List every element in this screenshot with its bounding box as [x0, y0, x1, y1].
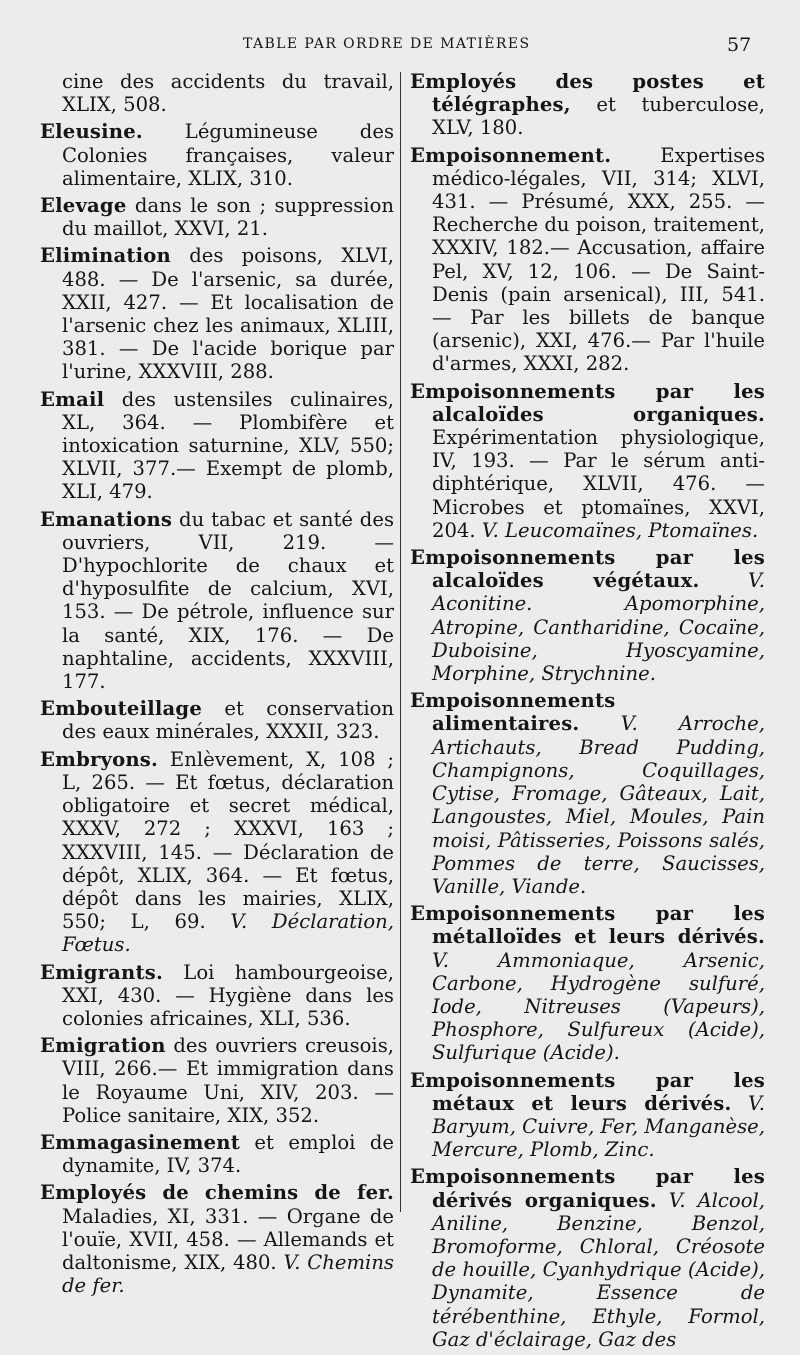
index-entry: [40, 1131, 394, 1177]
entry-text: [700, 569, 749, 592]
entry-headword: Emigrants.: [40, 960, 163, 984]
entry-see-also: V. Déclaration, Fœtus.: [62, 910, 394, 957]
entry-headword: Employés des postes et télégraphes,: [410, 70, 765, 117]
entry-text: Loi hambourgeoise, XXI, 430. — Hygiène dans les colonies africaines, XLI, 536.: [62, 960, 394, 1030]
entry-headword: Empoisonnements par les métaux et leurs dérivés.: [410, 1068, 765, 1115]
entry-text: Expérimentation physiologique, IV, 193. — Par le sérum anti-diphtérique, XLVII, 476. — Microbes et ptomaïnes, XXVI, 204.: [432, 426, 765, 542]
entry-text: [579, 712, 620, 735]
index-entry: [410, 70, 765, 140]
index-entry: [410, 380, 765, 542]
index-entry: [410, 689, 765, 898]
entry-see-also: V. Leucomaïnes, Ptomaïnes.: [481, 518, 759, 542]
index-entry: [40, 388, 394, 504]
right-column: [410, 70, 765, 1355]
index-entry: [410, 1069, 765, 1162]
index-entry: [40, 120, 394, 190]
entry-text: des ouvriers creusois, VIII, 266.— Et immigration dans le Royaume Uni, XIV, 203. — Police sanitaire, XIX, 352.: [62, 1034, 394, 1127]
entry-headword: Elimination: [40, 244, 171, 268]
entry-headword: Empoisonnements par les métalloïdes et leurs dérivés.: [410, 902, 765, 949]
entry-headword: Emigration: [40, 1034, 166, 1058]
entry-headword: Empoisonnements alimentaires.: [410, 689, 616, 736]
entry-text: et conservation des eaux minérales, XXXII, 323.: [62, 697, 394, 744]
index-entry: [40, 70, 394, 116]
entry-text: des poisons, XLVI, 488. — De l'arsenic, sa durée, XXII, 427. — Et localisation de l'arsenic chez les animaux, XLIII, 381. — De l'acide borique par l'urine, XXXVIII, 288.: [62, 244, 394, 384]
entry-text: cine des accidents du travail, XLIX, 508.: [62, 70, 394, 117]
entry-text: Enlèvement, X, 108 ; L, 265. — Et fœtus, déclaration obligatoire et secret médical, XXXV, 272 ; XXXVI, 163 ; XXXVIII, 145. — Déclaration de dépôt, XLIX, 364. — Et fœtus, dépôt dans les mairies, XLIX, 550; L, 69.: [62, 747, 394, 934]
entry-headword: Empoisonnements par les alcaloïdes organiques.: [410, 379, 765, 426]
index-entry: [410, 144, 765, 376]
index-entry: [40, 194, 394, 240]
index-entry: [40, 697, 394, 743]
index-entry: [40, 1181, 394, 1297]
entry-headword: Empoisonnement.: [410, 143, 612, 167]
index-entry: [40, 748, 394, 957]
running-header: [0, 34, 800, 60]
index-entry: [40, 508, 394, 694]
entry-headword: Employés de chemins de fer.: [40, 1181, 394, 1205]
entry-headword: Empoisonnements par les dérivés organiques.: [410, 1165, 765, 1212]
entry-text: du tabac et santé des ouvriers, VII, 219. — D'hypochlorite de chaux et d'hyposulfite de calcium, XVI, 153. — De pétrole, influence sur la santé, XIX, 176. — De naphtaline, accidents, XXXVIII, 177.: [62, 507, 394, 694]
entry-text: [657, 1189, 669, 1212]
left-column: [40, 70, 394, 1301]
page-number: 57: [727, 34, 752, 56]
entry-text: et emploi de dynamite, IV, 374.: [62, 1130, 394, 1178]
entry-see-also: V. Ammoniaque, Arsenic, Carbone, Hydrogène sulfuré, Iode, Nitreuses (Vapeurs), Phosphore, Sulfureux (Acide), Sulfurique (Acide).: [432, 948, 765, 1065]
entry-text: et tuberculose, XLV, 180.: [432, 93, 765, 140]
entry-see-also: V. Arroche, Artichauts, Bread Pudding, Champignons, Coquillages, Cytise, Fromage, Gâteaux, Lait, Langoustes, Miel, Moules, Pain moisi, Pâtisseries, Poissons salés, Pommes de terre, Saucisses, Vanille, Viande.: [432, 712, 766, 898]
entry-text: dans le son ; suppression du maillot, XXVI, 21.: [62, 194, 394, 241]
entry-headword: Embouteillage: [40, 697, 202, 721]
entry-headword: Emanations: [40, 507, 173, 531]
entry-headword: Email: [40, 387, 105, 411]
entry-headword: Elevage: [40, 194, 127, 218]
entry-text: Expertises médico-légales, VII, 314; XLVI, 431. — Présumé, XXX, 255. — Recherche du poison, traitement, XXXIV, 182.— Accusation, affaire Pel, XV, 12, 106. — De Saint-Denis (pain arsenical), III, 541. — Par les billets de banque (arsenic), XXI, 476.— Par l'huile d'armes, XXXI, 282.: [432, 143, 765, 376]
index-entry: [40, 961, 394, 1031]
entry-see-also: V. Chemins de fer.: [62, 1250, 394, 1298]
entry-see-also: V. Alcool, Aniline, Benzine, Benzol, Bromoforme, Chloral, Créosote de houille, Cyanhydrique (Acide), Dynamite, Essence de térébenthine, Ethyle, Formol, Gaz d'éclairage, Gaz des: [432, 1188, 765, 1351]
column-divider: [400, 72, 401, 1212]
entry-see-also: V. Aconitine. Apomorphine, Atropine, Cantharidine, Cocaïne, Duboisine, Hyoscyamine, Morphine, Strychnine.: [432, 569, 765, 686]
entry-text: [732, 1092, 748, 1115]
index-entry: [40, 1034, 394, 1127]
entry-text: Légumineuse des Colonies françaises, valeur alimentaire, XLIX, 310.: [62, 120, 394, 190]
entry-headword: Emmagasinement: [40, 1130, 240, 1154]
entry-text: des ustensiles culinaires, XL, 364. — Plombifère et intoxication saturnine, XLV, 550; XLVII, 377.— Exempt de plomb, XLI, 479.: [62, 387, 394, 504]
index-entry: [410, 902, 765, 1064]
entry-headword: Embryons.: [40, 747, 159, 771]
entry-text: Maladies, XI, 331. — Organe de l'ouïe, XVII, 458. — Allemands et daltonisme, XIX, 480.: [62, 1204, 394, 1274]
header-title: TABLE PAR ORDRE DE MATIÈRES: [243, 36, 531, 52]
index-entry: [410, 1165, 765, 1351]
entry-headword: Empoisonnements par les alcaloïdes végétaux.: [410, 546, 765, 593]
entry-see-also: V. Baryum, Cuivre, Fer, Manganèse, Mercure, Plomb, Zinc.: [432, 1091, 766, 1162]
index-entry: [40, 244, 394, 383]
index-entry: [410, 546, 765, 685]
entry-headword: Eleusine.: [40, 120, 143, 144]
